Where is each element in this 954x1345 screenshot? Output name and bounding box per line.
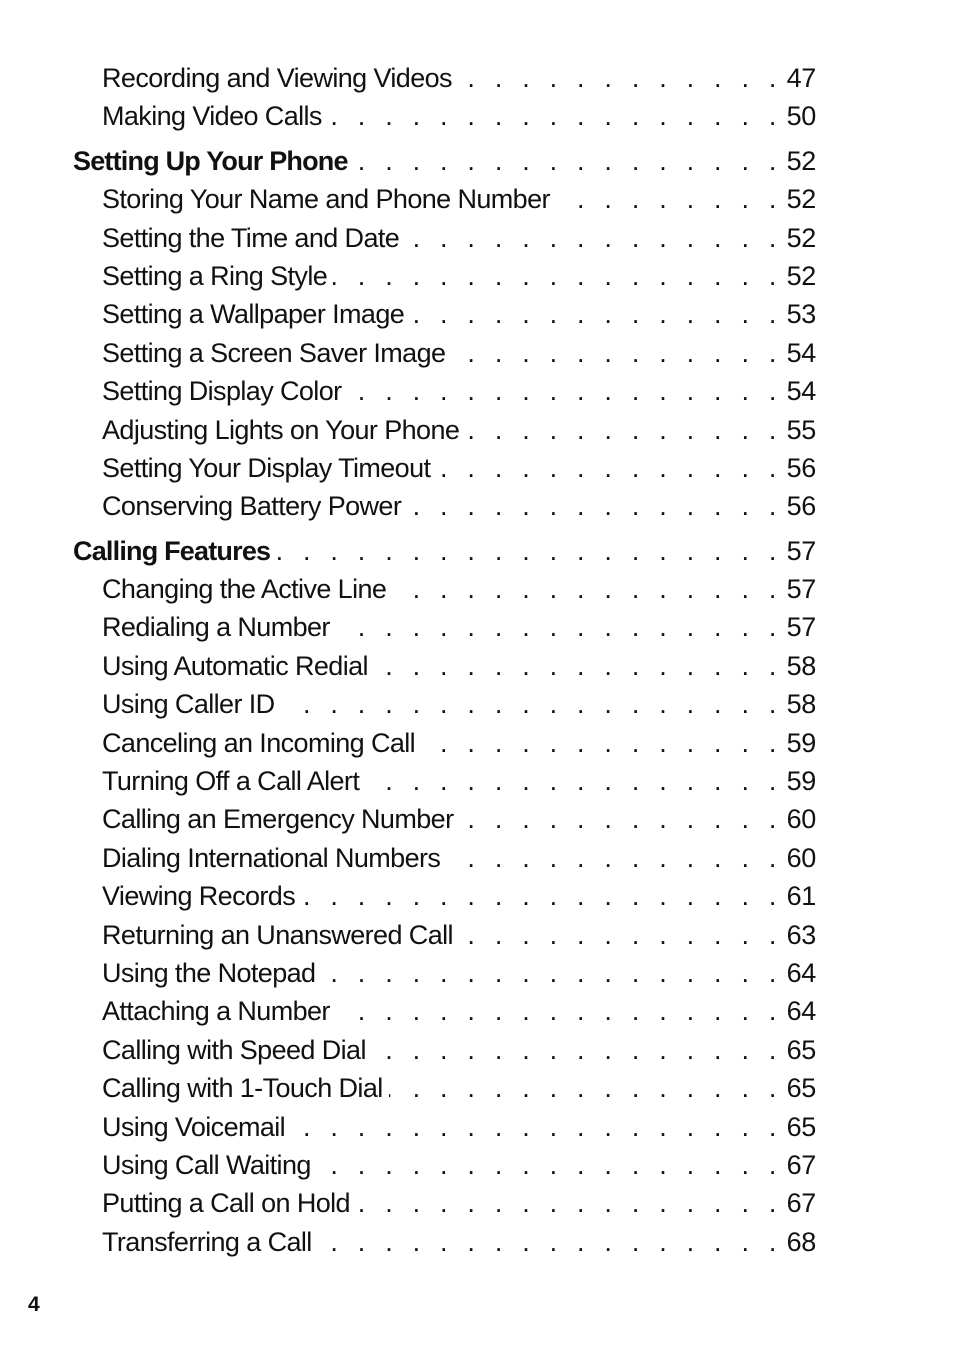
dot-leader	[436, 449, 782, 487]
toc-entry[interactable]	[73, 800, 816, 838]
dot-leader	[407, 487, 782, 525]
toc-entry-page-number: 65	[786, 1111, 816, 1142]
toc-section-heading[interactable]	[73, 532, 816, 570]
dot-leader	[459, 800, 782, 838]
toc-entry-title: Conserving Battery Power	[102, 491, 402, 522]
toc-entry-title: Returning an Unanswered Call	[102, 919, 453, 950]
dot-leader	[317, 1146, 783, 1184]
toc-entry[interactable]	[73, 647, 816, 685]
toc-entry[interactable]	[73, 372, 816, 410]
toc-entry-title: Setting Your Display Timeout	[102, 452, 431, 483]
toc-entry-page-number: 64	[786, 996, 816, 1027]
toc-entry-title: Setting a Ring Style	[102, 260, 328, 291]
toc-section-heading[interactable]	[73, 142, 816, 180]
toc-entry-page-number: 58	[786, 689, 816, 720]
toc-entry[interactable]	[73, 219, 816, 257]
toc-entry-title: Adjusting Lights on Your Phone	[102, 414, 460, 445]
toc-entry-page-number: 57	[786, 574, 816, 605]
toc-entry-page-number: 67	[786, 1188, 816, 1219]
toc-entry-title: Redialing a Number	[102, 612, 330, 643]
toc-entry[interactable]	[73, 877, 816, 915]
dot-leader	[556, 180, 783, 218]
toc-entry[interactable]	[73, 449, 816, 487]
toc-entry-title: Recording and Viewing Videos	[102, 63, 452, 93]
dot-leader	[446, 839, 782, 877]
toc-entry[interactable]	[73, 295, 816, 333]
toc-entry-page-number: 54	[786, 337, 816, 368]
toc-entry-title: Calling an Emergency Number	[102, 804, 454, 835]
toc-entry-title: Using Voicemail	[102, 1111, 286, 1142]
toc-entry[interactable]	[73, 570, 816, 608]
toc-entry[interactable]	[73, 59, 816, 97]
toc-entry[interactable]	[73, 487, 816, 525]
toc-entry[interactable]	[73, 1184, 816, 1222]
toc-entry-page-number: 59	[786, 766, 816, 797]
toc-entry-page-number: 50	[786, 101, 816, 132]
toc-entry[interactable]	[73, 1223, 816, 1261]
toc-entry-title: Calling Features	[73, 535, 271, 566]
toc-entry[interactable]	[73, 992, 816, 1030]
dot-leader	[451, 334, 782, 372]
toc-entry-page-number: 58	[786, 650, 816, 681]
dot-leader	[276, 532, 782, 570]
toc-entry-title: Calling with Speed Dial	[102, 1034, 366, 1065]
toc-entry-page-number: 52	[786, 145, 816, 176]
toc-entry[interactable]	[73, 762, 816, 800]
toc-entry-page-number: 59	[786, 727, 816, 758]
dot-leader	[336, 992, 783, 1030]
dot-leader	[356, 1184, 783, 1222]
dot-leader	[410, 295, 782, 333]
dot-leader	[459, 916, 783, 954]
toc-entry-title: Dialing International Numbers	[102, 842, 441, 873]
toc-entry-title: Setting Up Your Phone	[73, 145, 348, 176]
toc-entry-page-number: 63	[786, 919, 816, 950]
dot-leader	[389, 1069, 783, 1107]
dot-leader	[392, 570, 782, 608]
dot-leader	[405, 219, 782, 257]
dot-leader	[348, 372, 783, 410]
toc-entry-page-number: 57	[786, 535, 816, 566]
dot-leader	[354, 142, 783, 180]
toc-entry-title: Setting the Time and Date	[102, 222, 400, 253]
dot-leader	[465, 411, 782, 449]
toc-entry[interactable]	[73, 411, 816, 449]
toc-entry-title: Canceling an Incoming Call	[102, 727, 416, 758]
toc-entry-title: Storing Your Name and Phone Number	[102, 184, 550, 215]
toc-entry-title: Transferring a Call	[102, 1226, 312, 1257]
toc-entry-title: Using Caller ID	[102, 689, 275, 720]
dot-leader	[301, 877, 782, 915]
toc-entry-title: Setting Display Color	[102, 376, 342, 407]
toc-entry[interactable]	[73, 724, 816, 762]
toc-entry[interactable]	[73, 685, 816, 723]
toc-entry-title: Putting a Call on Hold	[102, 1188, 350, 1219]
dot-leader	[458, 59, 783, 97]
toc-entry[interactable]	[73, 97, 816, 135]
dot-leader	[374, 647, 783, 685]
toc-entry[interactable]	[73, 1069, 816, 1107]
toc-entry-page-number: 68	[786, 1226, 816, 1257]
toc-entry-page-number: 56	[786, 491, 816, 522]
toc-entry-title: Attaching a Number	[102, 996, 330, 1027]
toc-entry[interactable]	[73, 257, 816, 295]
toc-entry-page-number: 52	[786, 260, 816, 291]
page-number: 4	[28, 1293, 40, 1316]
dot-leader	[291, 1108, 782, 1146]
toc-entry-title: Setting a Wallpaper Image	[102, 299, 405, 330]
dot-leader	[365, 762, 782, 800]
toc-entry-title: Using the Notepad	[102, 957, 316, 988]
dot-leader	[318, 1223, 783, 1261]
toc-entry-title: Using Call Waiting	[102, 1149, 311, 1180]
toc-entry-title: Turning Off a Call Alert	[102, 766, 360, 797]
toc-entry-page-number: 64	[786, 957, 816, 988]
toc-entry-page-number: 60	[786, 804, 816, 835]
toc-entry-page-number: 47	[786, 63, 816, 93]
toc-entry[interactable]	[73, 608, 816, 646]
toc-entry-page-number: 67	[786, 1149, 816, 1180]
toc-entry[interactable]	[73, 839, 816, 877]
toc-entry-page-number: 53	[786, 299, 816, 330]
dot-leader	[328, 97, 783, 135]
toc-entry-page-number: 65	[786, 1034, 816, 1065]
toc-entry-page-number: 57	[786, 612, 816, 643]
dot-leader	[333, 257, 782, 295]
toc-entry-page-number: 52	[786, 222, 816, 253]
toc-entry[interactable]	[73, 1031, 816, 1069]
toc-entry-title: Viewing Records	[102, 881, 296, 912]
toc-entry[interactable]	[73, 1108, 816, 1146]
dot-leader	[372, 1031, 783, 1069]
toc-entry-title: Changing the Active Line	[102, 574, 387, 605]
dot-leader	[321, 954, 782, 992]
toc-entry[interactable]	[73, 334, 816, 372]
table-of-contents	[73, 59, 816, 1261]
dot-leader	[281, 685, 783, 723]
toc-entry-page-number: 52	[786, 184, 816, 215]
toc-entry[interactable]	[73, 954, 816, 992]
toc-entry-title: Setting a Screen Saver Image	[102, 337, 446, 368]
toc-entry-page-number: 60	[786, 842, 816, 873]
toc-entry-title: Calling with 1-Touch Dial	[102, 1073, 383, 1104]
toc-entry[interactable]	[73, 916, 816, 954]
toc-entry-title: Making Video Calls	[102, 101, 322, 132]
toc-entry[interactable]	[73, 180, 816, 218]
toc-entry-title: Using Automatic Redial	[102, 650, 368, 681]
toc-entry-page-number: 56	[786, 452, 816, 483]
toc-entry[interactable]	[73, 1146, 816, 1184]
toc-entry-page-number: 55	[786, 414, 816, 445]
toc-entry-page-number: 65	[786, 1073, 816, 1104]
toc-entry-page-number: 54	[786, 376, 816, 407]
dot-leader	[336, 608, 783, 646]
dot-leader	[421, 724, 782, 762]
toc-entry-page-number: 61	[786, 881, 816, 912]
